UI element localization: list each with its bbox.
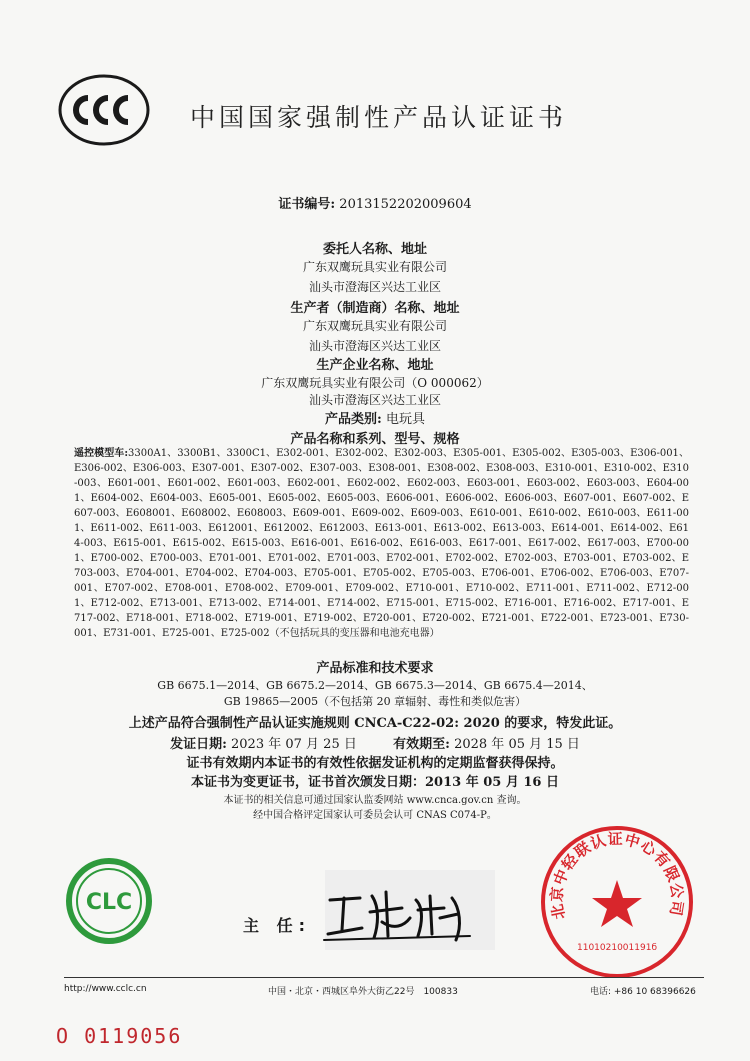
change-note: 本证书为变更证书，证书首次颁发日期：2013 年 05 月 16 日 bbox=[191, 775, 559, 790]
product-heading: 产品名称和系列、型号、规格 bbox=[290, 432, 460, 447]
valid-until-label: 有效期至: bbox=[393, 737, 450, 752]
validity-note: 证书有效期内本证书的有效性依据发证机构的定期监督获得保持。 bbox=[186, 756, 564, 771]
issue-date-value: 2023 年 07 月 25 日 bbox=[231, 737, 357, 752]
issue-date-label: 发证日期: bbox=[170, 737, 227, 752]
clc-logo bbox=[64, 856, 154, 946]
seal-number: 1101021001191б bbox=[577, 943, 657, 953]
footer-website: http://www.cclc.cn bbox=[64, 984, 147, 994]
chief-label: 主 任: bbox=[243, 916, 311, 935]
factory-address: 汕头市澄海区兴达工业区 bbox=[308, 393, 441, 407]
footer-divider bbox=[64, 977, 704, 978]
product-category-label: 产品类别: bbox=[325, 412, 382, 427]
ccc-logo bbox=[58, 74, 150, 146]
dates-row bbox=[0, 733, 750, 752]
valid-until-value: 2028 年 05 月 15 日 bbox=[454, 737, 580, 752]
product-category-value: 电玩具 bbox=[385, 412, 425, 427]
certificate-number-label: 证书编号: bbox=[278, 197, 336, 212]
product-models bbox=[74, 446, 689, 641]
clc-logo-text: CLC bbox=[85, 890, 133, 915]
client-name: 广东双鹰玩具实业有限公司 bbox=[302, 260, 447, 274]
standards-heading: 产品标准和技术要求 bbox=[316, 661, 434, 676]
client-address: 汕头市澄海区兴达工业区 bbox=[308, 280, 441, 294]
accreditation-note: 经中国合格评定国家认可委员会认可 CNAS C074-P。 bbox=[253, 810, 497, 821]
handwritten-signature bbox=[320, 878, 490, 948]
official-seal bbox=[537, 822, 697, 982]
standards-line-2: GB 19865—2005（不包括第 20 章辐射、毒性和类似危害） bbox=[223, 695, 527, 708]
factory-heading: 生产企业名称、地址 bbox=[316, 358, 434, 373]
conformity-statement: 上述产品符合强制性产品认证实施规则 CNCA-C22-02: 2020 的要求，特发此证。 bbox=[128, 716, 622, 731]
product-category bbox=[0, 408, 750, 427]
query-note: 本证书的相关信息可通过国家认监委网站 www.cnca.gov.cn 查询。 bbox=[223, 795, 527, 806]
footer-tel: 电话: +86 10 68396626 bbox=[590, 987, 696, 997]
factory-name: 广东双鹰玩具实业有限公司（O 000062） bbox=[261, 376, 489, 390]
certificate-number-value: 2013152202009604 bbox=[339, 197, 472, 212]
certificate-number bbox=[0, 193, 750, 212]
seal-text: 北京中轻联认证中心有限公司 bbox=[547, 829, 687, 921]
manufacturer-heading: 生产者（制造商）名称、地址 bbox=[290, 301, 460, 316]
manufacturer-name: 广东双鹰玩具实业有限公司 bbox=[302, 319, 447, 333]
serial-number: O 0119056 bbox=[56, 1024, 183, 1048]
certificate-title: 中国国家强制性产品认证证书 bbox=[190, 103, 568, 132]
footer-address: 中国・北京・西城区阜外大街乙22号 100833 bbox=[268, 987, 458, 997]
client-heading: 委托人名称、地址 bbox=[322, 242, 427, 257]
manufacturer-address: 汕头市澄海区兴达工业区 bbox=[308, 339, 441, 353]
standards-line-1: GB 6675.1—2014、GB 6675.2—2014、GB 6675.3—2014、GB 6675.4—2014、 bbox=[157, 679, 593, 692]
models-label: 遥控模型车: bbox=[74, 448, 129, 459]
models-list: 3300A1、3300B1、3300C1、E302-001、E302-002、E302-003、E305-001、E305-002、E305-003、E306-001、E306-002、E306-003、E307-001、E307-002、E307-003、E308-001、E308-002、E308-003、E310-001、E310-002、E310-003、E601-001、E601-002、E601-003、E602-001、E602-002、E602-003、E603-001、E603-002、E603-003、E604-001、E604-002、E604-003、E605-001、E605-002、E605-003、E606-001、E606-002、E606-003、E607-001、E607-002、E607-003、E608001、E608002、E608003、E609-001、E609-002、E609-003、E610-001、E610-002、E610-003、E611-001、E611-002、E611-003、E612001、E612002、E612003、E613-001、E613-002、E613-003、E614-001、E614-002、E614-003、E615-001、E615-002、E615-003、E616-001、E616-002、E616-003、E617-001、E617-002、E617-003、E700-001、E700-002、E700-003、E701-001、E701-002、E701-003、E702-001、E702-002、E702-003、E703-001、E703-002、E703-003、E704-001、E704-002、E704-003、E705-001、E705-002、E705-003、E706-001、E706-002、E706-003、E707-001、E707-002、E708-001、E708-002、E709-001、E709-002、E710-001、E710-002、E711-001、E711-002、E712-001、E712-002、E713-001、E713-002、E714-001、E714-002、E715-001、E715-002、E716-001、E716-002、E717-001、E717-002、E718-001、E718-002、E719-001、E719-002、E720-001、E720-002、E721-001、E722-001、E723-001、E730-001、E731-001、E725-001、E725-002（不包括玩具的变压器和电池充电器） bbox=[74, 448, 689, 639]
